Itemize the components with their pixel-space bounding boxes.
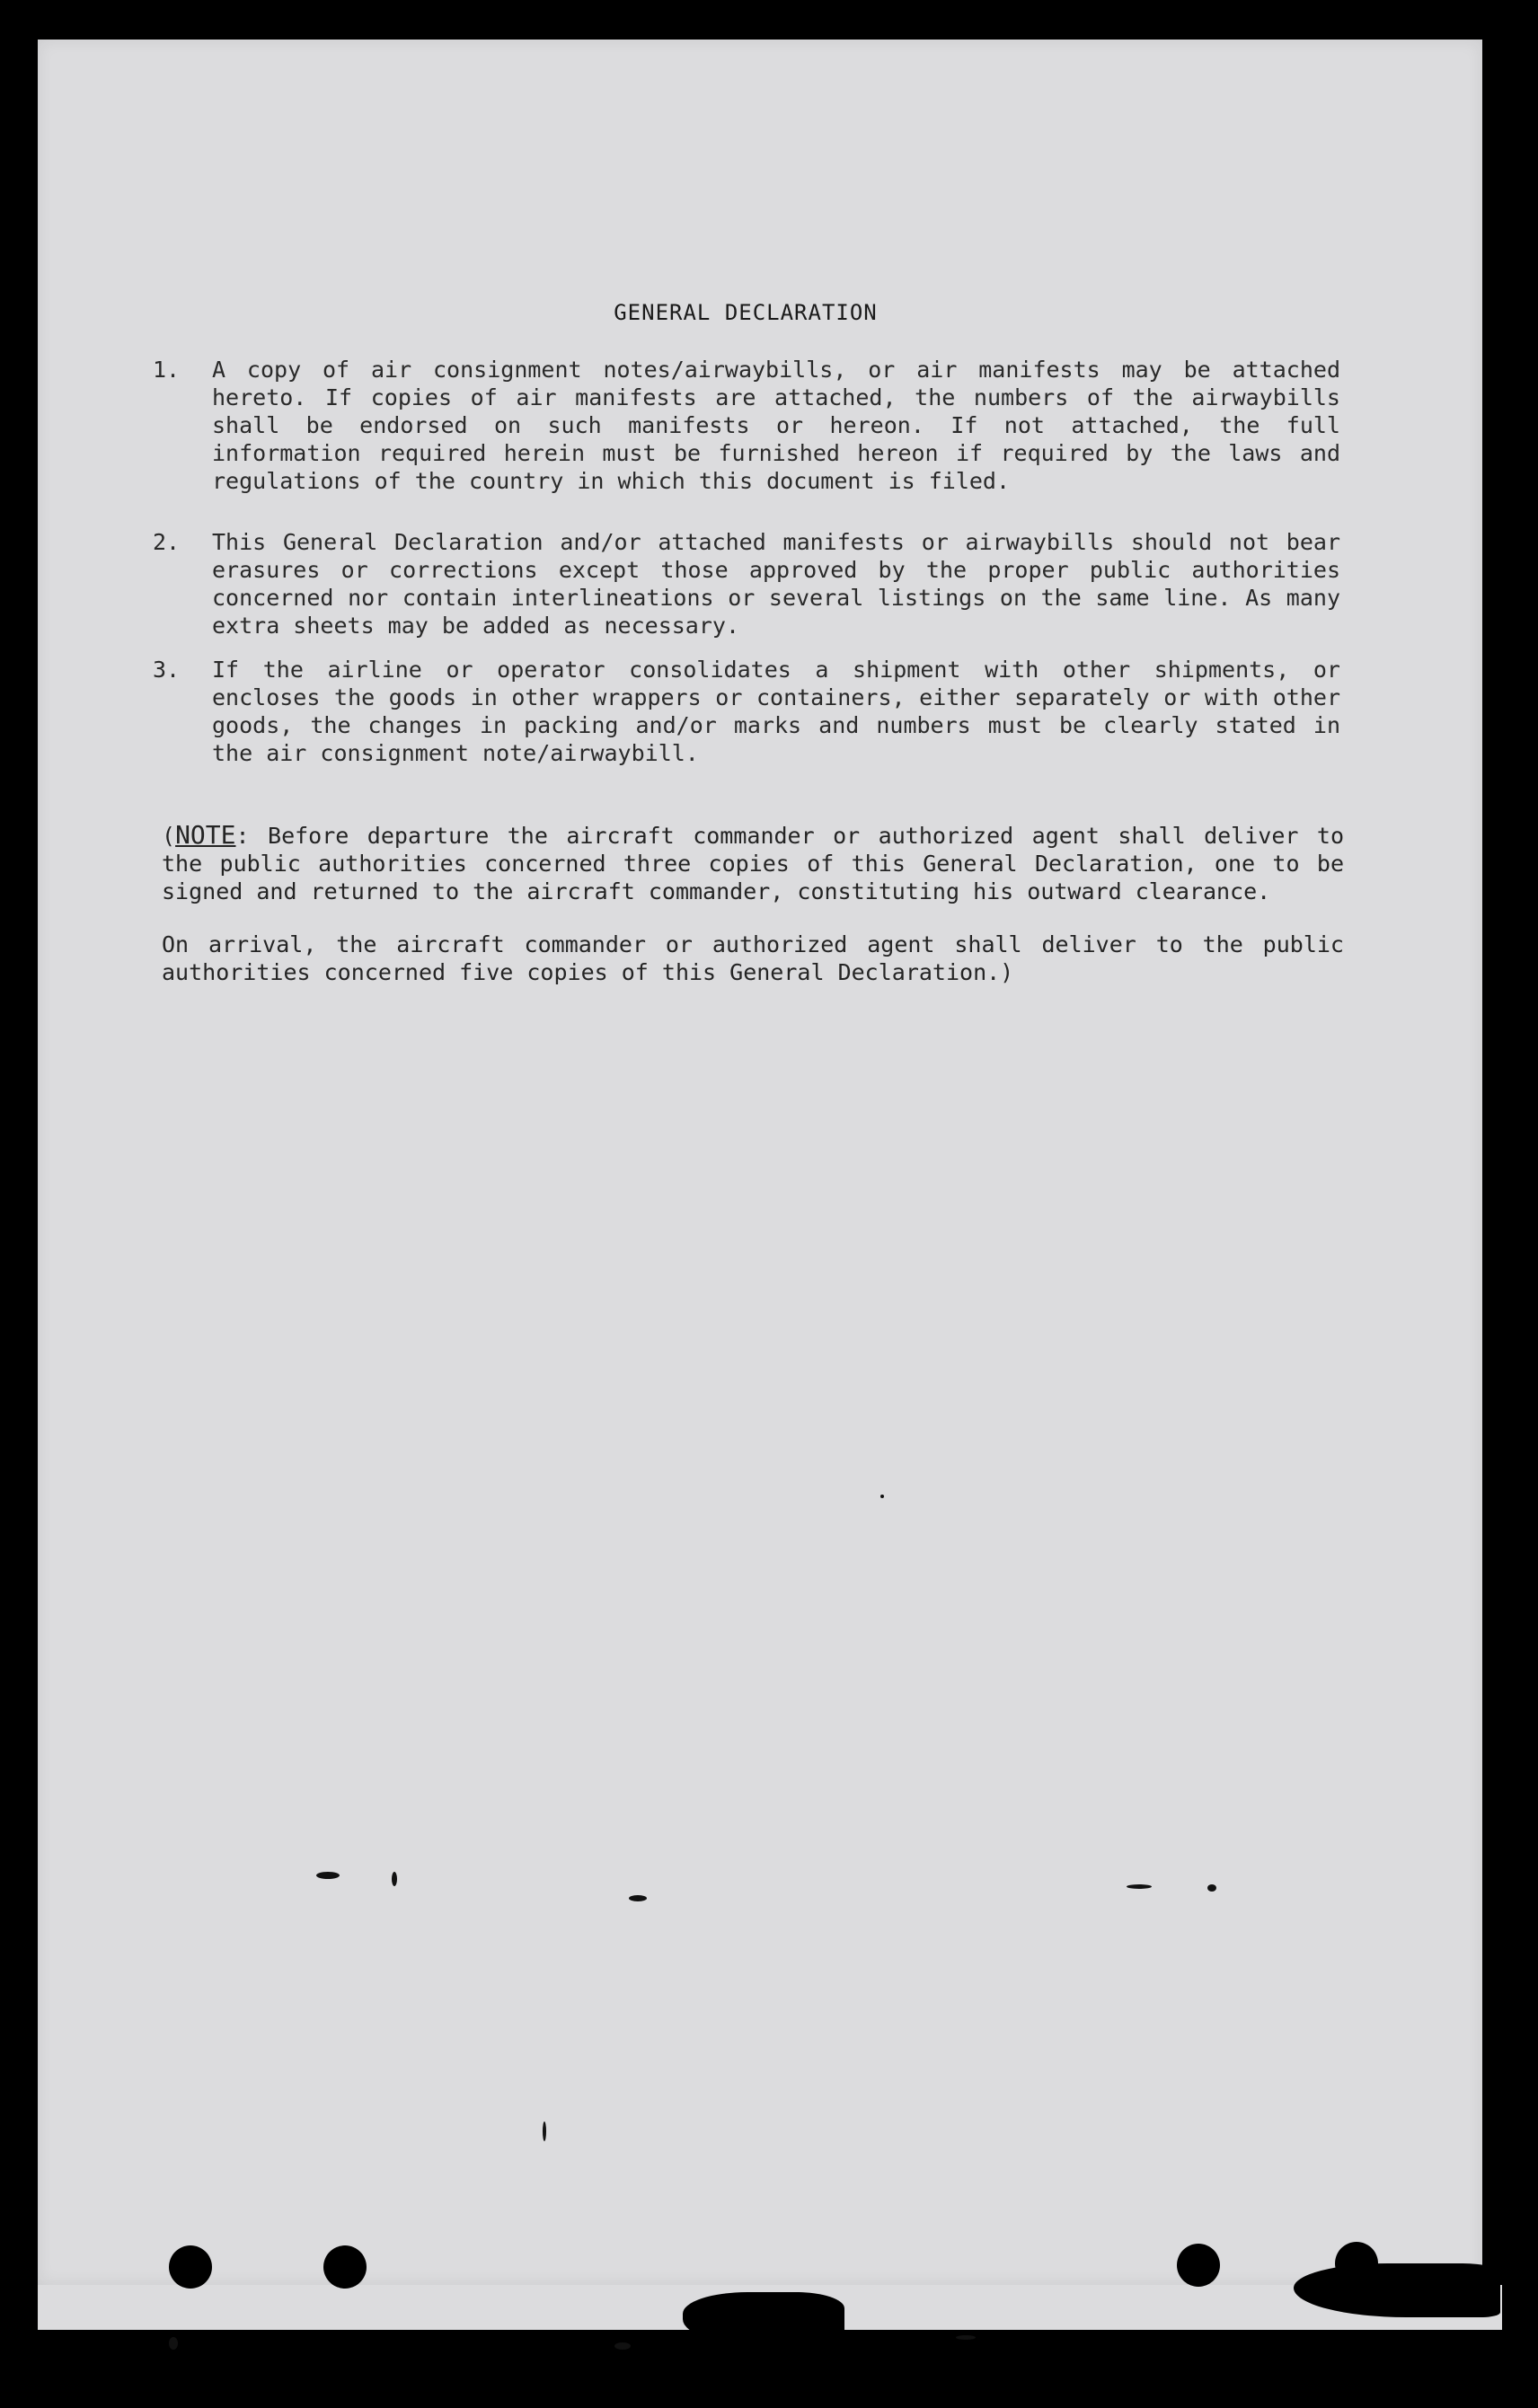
punch-hole-center-left (323, 2245, 367, 2289)
item-number: 1. (153, 357, 181, 383)
torn-edge-mark (683, 2292, 844, 2346)
ink-speck (543, 2121, 546, 2141)
arrival-paragraph (162, 931, 1344, 986)
note-open-paren: ( (162, 823, 176, 849)
item-text: A copy of air consignment notes/airwaybills, or air manifests may be attached hereto. If copies of air manifests are attached, the numbers of the airwaybills shall be endorsed on such manifests or hereon. If not attached, the full information required herein must be furnished hereon if required by the laws and regulations of the country in which this document is filed. (212, 357, 1340, 494)
ink-speck (1207, 1884, 1216, 1892)
item-text: This General Declaration and/or attached manifests or airwaybills should not bear erasures or corrections except those approved by the proper public authorities concerned nor contain interlineations or several listings on the same line. As many extra sheets may be added as necessary. (212, 529, 1340, 639)
note-colon: : (235, 823, 250, 849)
punch-hole-center-right (1177, 2244, 1220, 2287)
declaration-item-1 (153, 356, 1339, 495)
ink-speck (629, 1895, 647, 1901)
declaration-item-2 (153, 528, 1339, 639)
note-text: Before departure the aircraft commander or authorized agent shall deliver to the public authorities concerned three copies of this General Declaration, one to be signed and returned to the aircraft commander, constituting his outward clearance. (162, 823, 1344, 904)
ink-speck (1127, 1884, 1152, 1889)
ink-speck (614, 2342, 631, 2350)
declaration-item-3 (153, 656, 1339, 767)
ink-speck (956, 2335, 976, 2340)
item-number: 2. (153, 529, 181, 555)
ink-speck (169, 2337, 178, 2350)
arrival-text: On arrival, the aircraft commander or authorized agent shall deliver to the public authorities concerned five copies of this General Declaration.) (162, 931, 1344, 985)
ink-speck (880, 1495, 884, 1498)
punch-hole-left (169, 2245, 212, 2289)
ink-speck (316, 1872, 340, 1879)
item-text: If the airline or operator consolidates a shipment with other shipments, or encloses the goods in other wrappers or containers, either separately or with other goods, the changes in packing and/or marks and numbers must be clearly stated in the air consignment note/airwaybill. (212, 657, 1340, 766)
note-label: NOTE (175, 820, 236, 850)
document-title: GENERAL DECLARATION (614, 300, 878, 325)
note-paragraph (162, 821, 1344, 905)
item-number: 3. (153, 657, 181, 683)
ink-speck (392, 1872, 397, 1886)
